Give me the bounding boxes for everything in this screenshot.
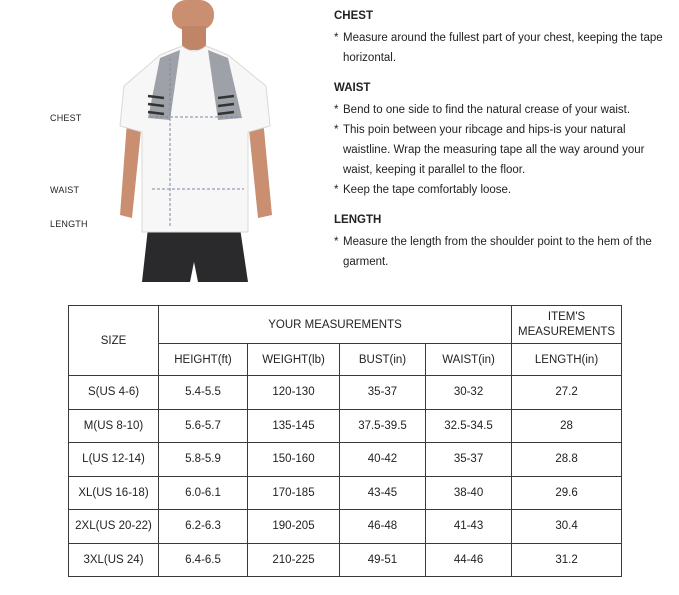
weight-cell: 135-145 [248, 409, 340, 443]
waist-bullet [334, 100, 674, 120]
size-cell: S(US 4-6) [69, 376, 159, 410]
bullet-star: * [334, 104, 339, 116]
length-heading: LENGTH [334, 214, 382, 226]
column-header-height: HEIGHT(ft) [159, 344, 248, 376]
chest-bullet [334, 28, 674, 68]
bust-cell: 40-42 [340, 443, 426, 477]
bullet-star: * [334, 124, 339, 136]
table-row [69, 543, 622, 577]
length-cell: 28.8 [512, 443, 622, 477]
height-cell: 6.4-6.5 [159, 543, 248, 577]
table-row [69, 476, 622, 510]
height-cell: 5.6-5.7 [159, 409, 248, 443]
waist-cell: 30-32 [426, 376, 512, 410]
waist-cell: 35-37 [426, 443, 512, 477]
items-header-line1: ITEM'S [547, 310, 586, 323]
bullet-star: * [334, 236, 339, 248]
weight-cell: 170-185 [248, 476, 340, 510]
measurement-instructions [334, 10, 674, 286]
waist-label: WAIST [50, 185, 80, 195]
waist-cell: 41-43 [426, 510, 512, 544]
weight-cell: 190-205 [248, 510, 340, 544]
height-cell: 6.2-6.3 [159, 510, 248, 544]
waist-heading: WAIST [334, 82, 371, 94]
model-head [172, 0, 214, 30]
height-cell: 6.0-6.1 [159, 476, 248, 510]
column-header-bust: BUST(in) [340, 344, 426, 376]
waist-bullet [334, 180, 674, 200]
bust-cell: 49-51 [340, 543, 426, 577]
weight-cell: 210-225 [248, 543, 340, 577]
size-header: SIZE [69, 306, 159, 376]
length-section [334, 214, 674, 272]
items-measurements-header [512, 306, 622, 344]
height-cell: 5.8-5.9 [159, 443, 248, 477]
model-neck [182, 26, 206, 50]
column-header-weight: WEIGHT(lb) [248, 344, 340, 376]
length-cell: 28 [512, 409, 622, 443]
table-header-row [69, 306, 622, 344]
table-row [69, 409, 622, 443]
waist-bullet-text: This poin between your ribcage and hips-is your natural waistline. Wrap the measuring tape all the way around your waist, keeping it parallel to the floor. [343, 124, 645, 176]
length-cell: 27.2 [512, 376, 622, 410]
waist-cell: 44-46 [426, 543, 512, 577]
waist-cell: 38-40 [426, 476, 512, 510]
chest-heading: CHEST [334, 10, 373, 22]
waist-bullet-text: Keep the tape comfortably loose. [343, 184, 512, 196]
table-row [69, 443, 622, 477]
model-shirt [120, 46, 270, 232]
size-cell: 2XL(US 20-22) [69, 510, 159, 544]
waist-bullet-text: Bend to one side to find the natural crease of your waist. [343, 104, 631, 116]
length-label: LENGTH [50, 219, 88, 229]
size-cell: L(US 12-14) [69, 443, 159, 477]
chest-bullet-text: Measure around the fullest part of your chest, keeping the tape horizontal. [343, 32, 663, 64]
height-cell: 5.4-5.5 [159, 376, 248, 410]
column-header-waist: WAIST(in) [426, 344, 512, 376]
length-bullet-text: Measure the length from the shoulder point to the hem of the garment. [343, 236, 652, 268]
waist-section [334, 82, 674, 200]
items-header-line2: MEASUREMENTS [517, 325, 616, 338]
your-measurements-header: YOUR MEASUREMENTS [159, 306, 512, 344]
bust-cell: 35-37 [340, 376, 426, 410]
model-figure [0, 0, 330, 290]
column-header-length: LENGTH(in) [512, 344, 622, 376]
length-cell: 30.4 [512, 510, 622, 544]
table-row [69, 376, 622, 410]
size-cell: M(US 8-10) [69, 409, 159, 443]
waist-bullet [334, 120, 674, 180]
size-cell: XL(US 16-18) [69, 476, 159, 510]
length-cell: 29.6 [512, 476, 622, 510]
weight-cell: 120-130 [248, 376, 340, 410]
model-shorts [142, 228, 248, 282]
waist-cell: 32.5-34.5 [426, 409, 512, 443]
bullet-star: * [334, 184, 339, 196]
bust-cell: 43-45 [340, 476, 426, 510]
size-chart-table [68, 305, 622, 577]
bust-cell: 46-48 [340, 510, 426, 544]
weight-cell: 150-160 [248, 443, 340, 477]
model-illustration [0, 0, 330, 290]
bust-cell: 37.5-39.5 [340, 409, 426, 443]
table-row [69, 510, 622, 544]
chest-section [334, 10, 674, 68]
length-cell: 31.2 [512, 543, 622, 577]
bullet-star: * [334, 32, 339, 44]
length-bullet [334, 232, 674, 272]
size-cell: 3XL(US 24) [69, 543, 159, 577]
chest-label: CHEST [50, 113, 82, 123]
